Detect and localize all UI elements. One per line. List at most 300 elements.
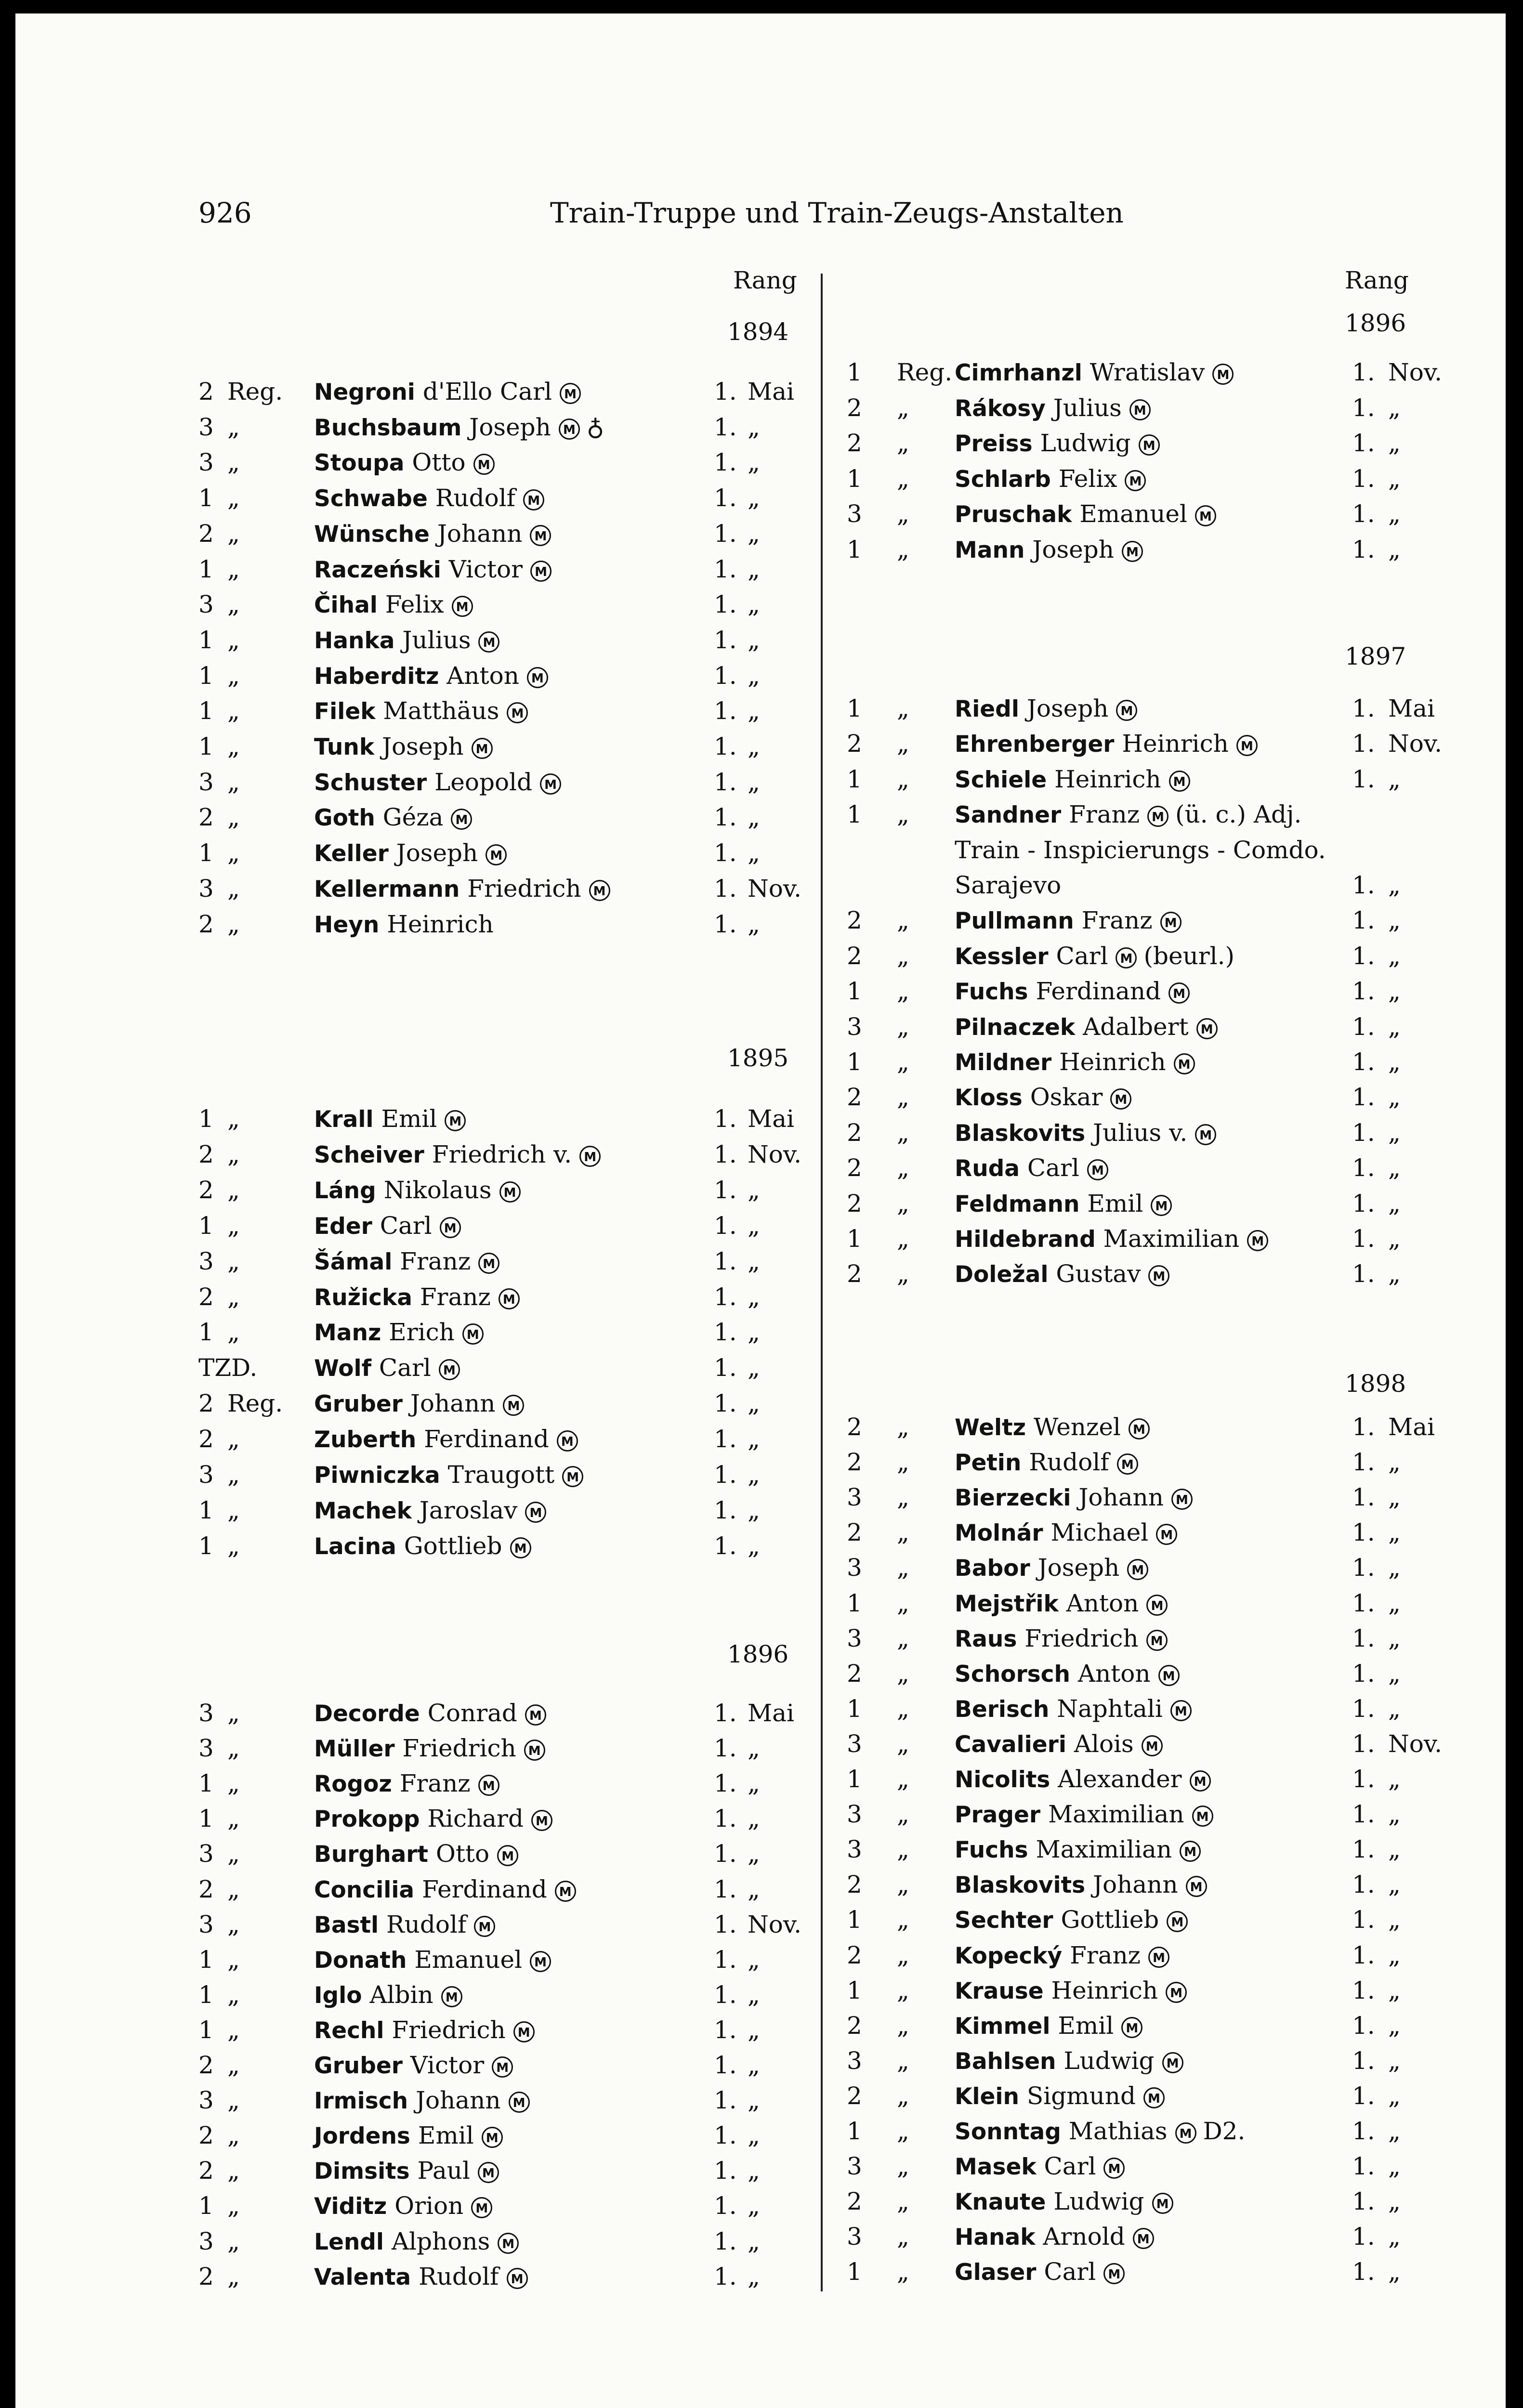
year-heading: 1896 — [1345, 309, 1406, 337]
rang-month: „ — [748, 520, 760, 548]
unit-abbrev: „ — [897, 394, 909, 422]
rang-day: 1. — [714, 1805, 737, 1832]
surname: Burghart — [314, 1841, 428, 1868]
rang-month: „ — [1388, 1871, 1401, 1898]
surname: Sechter — [955, 1907, 1053, 1934]
rang-day: 1. — [714, 2192, 737, 2220]
order-mark-icon: M — [1148, 1265, 1169, 1286]
surname: Mann — [955, 537, 1025, 563]
order-mark-icon: M — [524, 1740, 545, 1761]
order-mark-icon: M — [540, 773, 561, 795]
unit-abbrev: „ — [897, 1695, 909, 1723]
surname: Krause — [955, 1978, 1044, 2004]
regiment-number: 2 — [847, 1518, 862, 1546]
given-name: Carl — [380, 1212, 432, 1240]
rang-month: „ — [1388, 1483, 1401, 1511]
given-name: Heinrich — [1122, 730, 1229, 758]
given-name: Johann — [1078, 1483, 1164, 1511]
rang-month: „ — [1388, 765, 1401, 793]
regiment-number: 2 — [198, 2263, 214, 2290]
officer-name — [314, 2051, 513, 2079]
regiment-number: 1 — [198, 839, 214, 867]
surname: Schuster — [314, 770, 427, 796]
rang-month: Nov. — [1388, 730, 1443, 758]
surname: Fuchs — [955, 979, 1028, 1005]
officer-name — [314, 2227, 519, 2255]
rang-month: „ — [1388, 1518, 1401, 1546]
unit-abbrev: „ — [897, 2012, 909, 2040]
rang-month: „ — [748, 2086, 760, 2114]
rang-day: 1. — [714, 2157, 737, 2185]
rang-day: 1. — [714, 1461, 737, 1489]
officer-name — [314, 1176, 521, 1204]
unit-abbrev: „ — [227, 413, 240, 441]
regiment-number: 2 — [847, 942, 862, 970]
surname: Kimmel — [955, 2013, 1050, 2040]
unit-abbrev: „ — [227, 1140, 240, 1168]
officer-name — [314, 1354, 460, 1382]
officer-name — [314, 839, 507, 867]
regiment-number: 3 — [198, 2227, 214, 2255]
rang-month: „ — [748, 2157, 760, 2185]
given-name: Joseph — [381, 733, 464, 760]
unit-abbrev: „ — [227, 555, 240, 583]
officer-name — [314, 1805, 552, 1832]
surname: Šámal — [314, 1249, 393, 1275]
unit-abbrev: „ — [897, 1660, 909, 1688]
unit-abbrev: „ — [897, 2082, 909, 2110]
rang-day: 1. — [714, 1769, 737, 1797]
order-mark-icon: M — [557, 1430, 578, 1452]
regiment-number: 3 — [847, 1554, 862, 1582]
rang-day: 1. — [714, 1911, 737, 1938]
officer-name — [314, 1769, 499, 1797]
officer-name — [314, 1283, 520, 1311]
officer-name — [314, 1105, 466, 1133]
rang-day: 1. — [1352, 730, 1375, 758]
order-mark-icon: M — [1146, 1595, 1168, 1616]
order-mark-icon: M — [1146, 1630, 1168, 1651]
unit-abbrev: „ — [897, 429, 909, 457]
surname: Bastl — [314, 1912, 379, 1938]
given-name: Oskar — [1030, 1083, 1103, 1111]
unit-abbrev: „ — [897, 465, 909, 493]
rang-day: 1. — [1352, 2012, 1375, 2040]
unit-abbrev: „ — [897, 977, 909, 1005]
given-name: Rudolf — [435, 484, 516, 512]
officer-name — [955, 2082, 1165, 2110]
surname: Raczeński — [314, 557, 441, 583]
surname: Viditz — [314, 2193, 387, 2220]
unit-abbrev: „ — [897, 1941, 909, 1969]
given-name: Adalbert — [1083, 1013, 1189, 1041]
surname: Kloss — [955, 1085, 1023, 1111]
surname: Negroni — [314, 379, 415, 406]
regiment-number: 3 — [198, 875, 214, 903]
surname: Pilnaczek — [955, 1014, 1076, 1041]
order-mark-icon: M — [1247, 1230, 1268, 1251]
regiment-number: 3 — [198, 768, 214, 796]
surname: Blaskovits — [955, 1120, 1086, 1147]
rang-month: „ — [1388, 1941, 1401, 1969]
officer-name — [955, 2117, 1245, 2145]
regiment-number: 3 — [847, 1800, 862, 1828]
regiment-number: 2 — [198, 1389, 214, 1417]
surname: Manz — [314, 1320, 381, 1346]
unit-abbrev: „ — [897, 1589, 909, 1617]
regiment-number: 1 — [198, 662, 214, 690]
rang-day: 1. — [1352, 1483, 1375, 1511]
officer-name — [314, 1496, 546, 1524]
order-mark-icon: M — [1087, 1159, 1108, 1180]
rang-month: „ — [1388, 1448, 1401, 1476]
regiment-number: 1 — [847, 1765, 862, 1793]
regiment-number: 1 — [198, 2016, 214, 2044]
rang-month: „ — [748, 1734, 760, 1762]
rang-day: 1. — [1352, 942, 1375, 970]
officer-name — [955, 1013, 1218, 1041]
rang-day: 1. — [714, 2086, 737, 2114]
order-mark-icon: M — [527, 667, 548, 688]
regiment-number: 3 — [847, 2047, 862, 2075]
rang-day: 1. — [714, 484, 737, 512]
order-mark-icon: M — [471, 2197, 492, 2218]
surname: Prager — [955, 1802, 1041, 1828]
rang-month: „ — [1388, 1554, 1401, 1582]
given-name: Johann — [1093, 1871, 1178, 1898]
rang-month: „ — [748, 1318, 760, 1346]
surname: Decorde — [314, 1701, 420, 1727]
regiment-number: 1 — [198, 626, 214, 654]
given-name: Otto — [435, 1840, 490, 1868]
order-mark-icon: M — [1160, 912, 1182, 933]
regiment-number: 3 — [847, 2152, 862, 2180]
order-mark-icon: M — [560, 383, 581, 404]
regiment-number: 1 — [847, 536, 862, 563]
regiment-number: 1 — [198, 1946, 214, 1974]
regiment-number: 1 — [847, 1695, 862, 1723]
order-mark-icon: M — [559, 419, 580, 440]
officer-name — [314, 626, 499, 654]
order-mark-icon: M — [452, 596, 473, 617]
unit-abbrev: „ — [897, 694, 909, 722]
regiment-number: 2 — [198, 1176, 214, 1204]
unit-abbrev: „ — [227, 2227, 240, 2255]
rang-month: „ — [1388, 2012, 1401, 2040]
given-name: Nikolaus — [383, 1176, 492, 1204]
unit-abbrev: „ — [227, 1875, 240, 1903]
rang-month: „ — [1388, 1906, 1401, 1934]
officer-name — [955, 1871, 1207, 1898]
given-name: Michael — [1050, 1518, 1149, 1546]
rang-month: „ — [1388, 1083, 1401, 1111]
officer-name — [955, 429, 1160, 457]
officer-name — [314, 1247, 499, 1275]
surname: Tunk — [314, 734, 375, 760]
officer-name — [314, 2121, 503, 2149]
regiment-number: 1 — [198, 1105, 214, 1133]
given-name: Rudolf — [419, 2263, 499, 2290]
rang-day: 1. — [714, 1496, 737, 1524]
order-mark-icon: M — [1170, 1700, 1192, 1721]
unit-abbrev: „ — [897, 1765, 909, 1793]
order-mark-icon: M — [499, 1181, 521, 1203]
given-name: Wratislav — [1090, 358, 1205, 386]
rang-month: „ — [1388, 1800, 1401, 1828]
unit-abbrev: „ — [897, 765, 909, 793]
rang-day: 1. — [714, 555, 737, 583]
order-mark-icon: M — [445, 1110, 466, 1131]
officer-name — [955, 800, 1301, 828]
given-name: Alexander — [1058, 1765, 1182, 1793]
officer-name — [955, 1260, 1169, 1288]
regiment-number: 1 — [847, 1589, 862, 1617]
order-mark-icon: M — [1110, 1088, 1131, 1110]
officer-name — [955, 1800, 1213, 1828]
given-name: Wenzel — [1033, 1413, 1121, 1441]
surname: Rogoz — [314, 1771, 392, 1797]
given-name: Joseph — [469, 413, 551, 441]
surname: Concilia — [314, 1877, 415, 1903]
rang-month: „ — [1388, 1976, 1401, 2004]
unit-abbrev: „ — [897, 2152, 909, 2180]
order-mark-icon: M — [478, 2162, 499, 2183]
unit-abbrev: „ — [227, 1425, 240, 1453]
regiment-number: 2 — [198, 2051, 214, 2079]
officer-name — [955, 1190, 1172, 1217]
surname: Cimrhanzl — [955, 360, 1082, 386]
rang-month: „ — [748, 1981, 760, 2009]
regiment-number: 1 — [198, 1981, 214, 2009]
unit-abbrev: „ — [897, 730, 909, 758]
given-name: Anton — [446, 662, 519, 690]
rang-day: 1. — [714, 697, 737, 725]
officer-name — [955, 1119, 1216, 1147]
surname: Kessler — [955, 943, 1049, 970]
given-name: Arnold — [1043, 2223, 1125, 2251]
order-mark-icon: M — [1133, 2228, 1154, 2249]
regiment-number: 1 — [198, 2192, 214, 2220]
surname: Donath — [314, 1947, 407, 1974]
rang-day: 1. — [1352, 1260, 1375, 1288]
rang-month: „ — [1388, 2082, 1401, 2110]
rang-month: Nov. — [748, 1911, 802, 1938]
rang-day: 1. — [1352, 1413, 1375, 1441]
order-mark-icon: M — [478, 631, 499, 653]
unit-abbrev: „ — [227, 910, 240, 938]
page-number: 926 — [198, 196, 252, 229]
surname: Riedl — [955, 696, 1019, 722]
given-name: Jaroslav — [419, 1496, 518, 1524]
surname: Schlarb — [955, 466, 1051, 493]
regiment-number: 1 — [847, 694, 862, 722]
regiment-number: 3 — [198, 1247, 214, 1275]
year-heading: 1896 — [727, 1640, 789, 1668]
officer-name — [955, 1225, 1268, 1253]
officer-name — [314, 2263, 528, 2290]
rang-month: Nov. — [748, 875, 802, 903]
column-divider — [821, 274, 823, 2291]
rang-month: Nov. — [748, 1140, 802, 1168]
rang-month: „ — [748, 1875, 760, 1903]
regiment-number: 3 — [847, 1835, 862, 1863]
officer-name — [314, 484, 544, 512]
rang-month: „ — [748, 1805, 760, 1832]
regiment-number: 2 — [198, 378, 214, 406]
unit-abbrev: „ — [227, 590, 240, 618]
surname: Láng — [314, 1178, 376, 1204]
officer-name — [955, 1448, 1138, 1476]
year-heading: 1894 — [727, 318, 789, 346]
order-mark-icon: M — [530, 1951, 551, 1972]
given-name: Gottlieb — [404, 1532, 502, 1560]
regiment-number: 2 — [198, 1875, 214, 1903]
rang-day: 1. — [714, 1875, 737, 1903]
unit-abbrev: Reg. — [897, 358, 953, 386]
regiment-number: 3 — [198, 1699, 214, 1727]
officer-name — [955, 906, 1182, 934]
rang-month: „ — [1388, 2258, 1401, 2286]
rang-day: 1. — [714, 2227, 737, 2255]
surname: Ruda — [955, 1155, 1020, 1182]
rang-month: Mai — [748, 1699, 794, 1727]
rang-month: „ — [748, 1176, 760, 1204]
order-mark-icon: M — [1152, 2193, 1173, 2214]
rang-day: 1. — [1352, 1518, 1375, 1546]
given-name: Johann — [415, 2086, 501, 2114]
regiment-number: TZD. — [198, 1354, 258, 1382]
rang-day: 1. — [714, 1389, 737, 1417]
order-mark-icon: M — [462, 1323, 484, 1345]
order-mark-icon: M — [1169, 982, 1190, 1004]
officer-name — [955, 1730, 1163, 1758]
officer-name — [314, 2016, 535, 2044]
given-name: Train - Inspicierungs - Comdo. — [955, 836, 1326, 864]
rang-day: 1. — [714, 1981, 737, 2009]
officer-name — [314, 1840, 518, 1868]
surname: Gruber — [314, 2053, 403, 2079]
given-name: Franz — [399, 1769, 471, 1797]
rang-month: „ — [748, 1212, 760, 1240]
order-mark-icon: M — [1174, 1053, 1195, 1074]
officer-name — [314, 448, 495, 476]
order-mark-icon: M — [525, 1502, 546, 1523]
rang-day: 1. — [1352, 2082, 1375, 2110]
unit-abbrev: „ — [897, 1448, 909, 1476]
unit-abbrev: „ — [897, 800, 909, 828]
order-mark-icon: M — [507, 2268, 528, 2289]
rang-day: 1. — [1352, 1119, 1375, 1147]
surname: Machek — [314, 1498, 412, 1524]
regiment-number: 3 — [198, 2086, 214, 2114]
rang-month: „ — [1388, 394, 1401, 422]
officer-name — [314, 1946, 551, 1974]
given-name: Joseph — [396, 839, 478, 867]
rang-month: „ — [748, 1532, 760, 1560]
rang-day: 1. — [1352, 1835, 1375, 1863]
order-mark-icon: M — [1103, 2158, 1125, 2179]
rang-day: 1. — [1352, 500, 1375, 528]
given-name: Géza — [382, 803, 444, 831]
surname: Cavalieri — [955, 1731, 1066, 1758]
surname: Bahlsen — [955, 2048, 1056, 2075]
rang-month: „ — [1388, 1013, 1401, 1041]
surname: Müller — [314, 1736, 395, 1762]
unit-abbrev: „ — [897, 2187, 909, 2215]
given-name: Julius — [1053, 394, 1122, 422]
name-suffix: ♁ — [586, 413, 604, 441]
unit-abbrev: „ — [897, 1730, 909, 1758]
unit-abbrev: „ — [227, 2192, 240, 2220]
order-mark-icon: M — [1103, 2263, 1125, 2284]
surname: Berisch — [955, 1696, 1050, 1723]
given-name: Julius v. — [1093, 1119, 1188, 1147]
order-mark-icon: M — [1142, 1735, 1163, 1756]
rang-month: „ — [748, 839, 760, 867]
regiment-number: 2 — [847, 1448, 862, 1476]
order-mark-icon: M — [507, 702, 528, 723]
given-name: Friedrich — [467, 875, 581, 903]
given-name: Franz — [420, 1283, 491, 1311]
order-mark-icon: M — [1195, 1124, 1216, 1145]
regiment-number: 2 — [847, 2082, 862, 2110]
given-name: Alois — [1074, 1730, 1134, 1758]
rang-month: „ — [1388, 1624, 1401, 1652]
regiment-number: 2 — [847, 429, 862, 457]
order-mark-icon: M — [513, 2021, 535, 2042]
regiment-number: 2 — [198, 1283, 214, 1311]
officer-name — [314, 555, 551, 583]
order-mark-icon: M — [530, 561, 551, 582]
rang-day: 1. — [714, 626, 737, 654]
rang-month: „ — [1388, 1154, 1401, 1182]
unit-abbrev: „ — [227, 626, 240, 654]
rang-month: „ — [748, 1247, 760, 1275]
given-name: Friedrich v. — [432, 1140, 572, 1168]
rang-day: 1. — [714, 1699, 737, 1727]
unit-abbrev: „ — [897, 500, 909, 528]
rang-day: 1. — [1352, 1190, 1375, 1217]
surname: Sandner — [955, 802, 1062, 828]
surname: Sonntag — [955, 2119, 1061, 2145]
regiment-number: 1 — [198, 1318, 214, 1346]
rang-month: „ — [1388, 465, 1401, 493]
officer-name — [314, 590, 473, 618]
rang-month: „ — [748, 448, 760, 476]
order-mark-icon: M — [579, 1146, 601, 1167]
order-mark-icon: M — [530, 525, 551, 546]
regiment-number: 1 — [847, 358, 862, 386]
rang-month: „ — [748, 484, 760, 512]
order-mark-icon: M — [1151, 1195, 1172, 1216]
officer-name — [955, 1048, 1195, 1076]
order-mark-icon: M — [555, 1881, 576, 1902]
officer-name — [955, 465, 1146, 493]
surname: Rákosy — [955, 395, 1046, 422]
officer-name — [955, 2187, 1173, 2215]
officer-name — [955, 2258, 1125, 2286]
rang-day: 1. — [714, 2016, 737, 2044]
unit-abbrev: „ — [227, 2121, 240, 2149]
unit-abbrev: „ — [897, 2047, 909, 2075]
order-mark-icon: M — [1143, 2087, 1165, 2108]
regiment-number: 1 — [847, 977, 862, 1005]
surname: Valenta — [314, 2264, 411, 2290]
officer-name — [314, 1875, 576, 1903]
rang-month: Nov. — [1388, 358, 1443, 386]
unit-abbrev: „ — [897, 1871, 909, 1898]
surname: Piwniczka — [314, 1462, 440, 1489]
